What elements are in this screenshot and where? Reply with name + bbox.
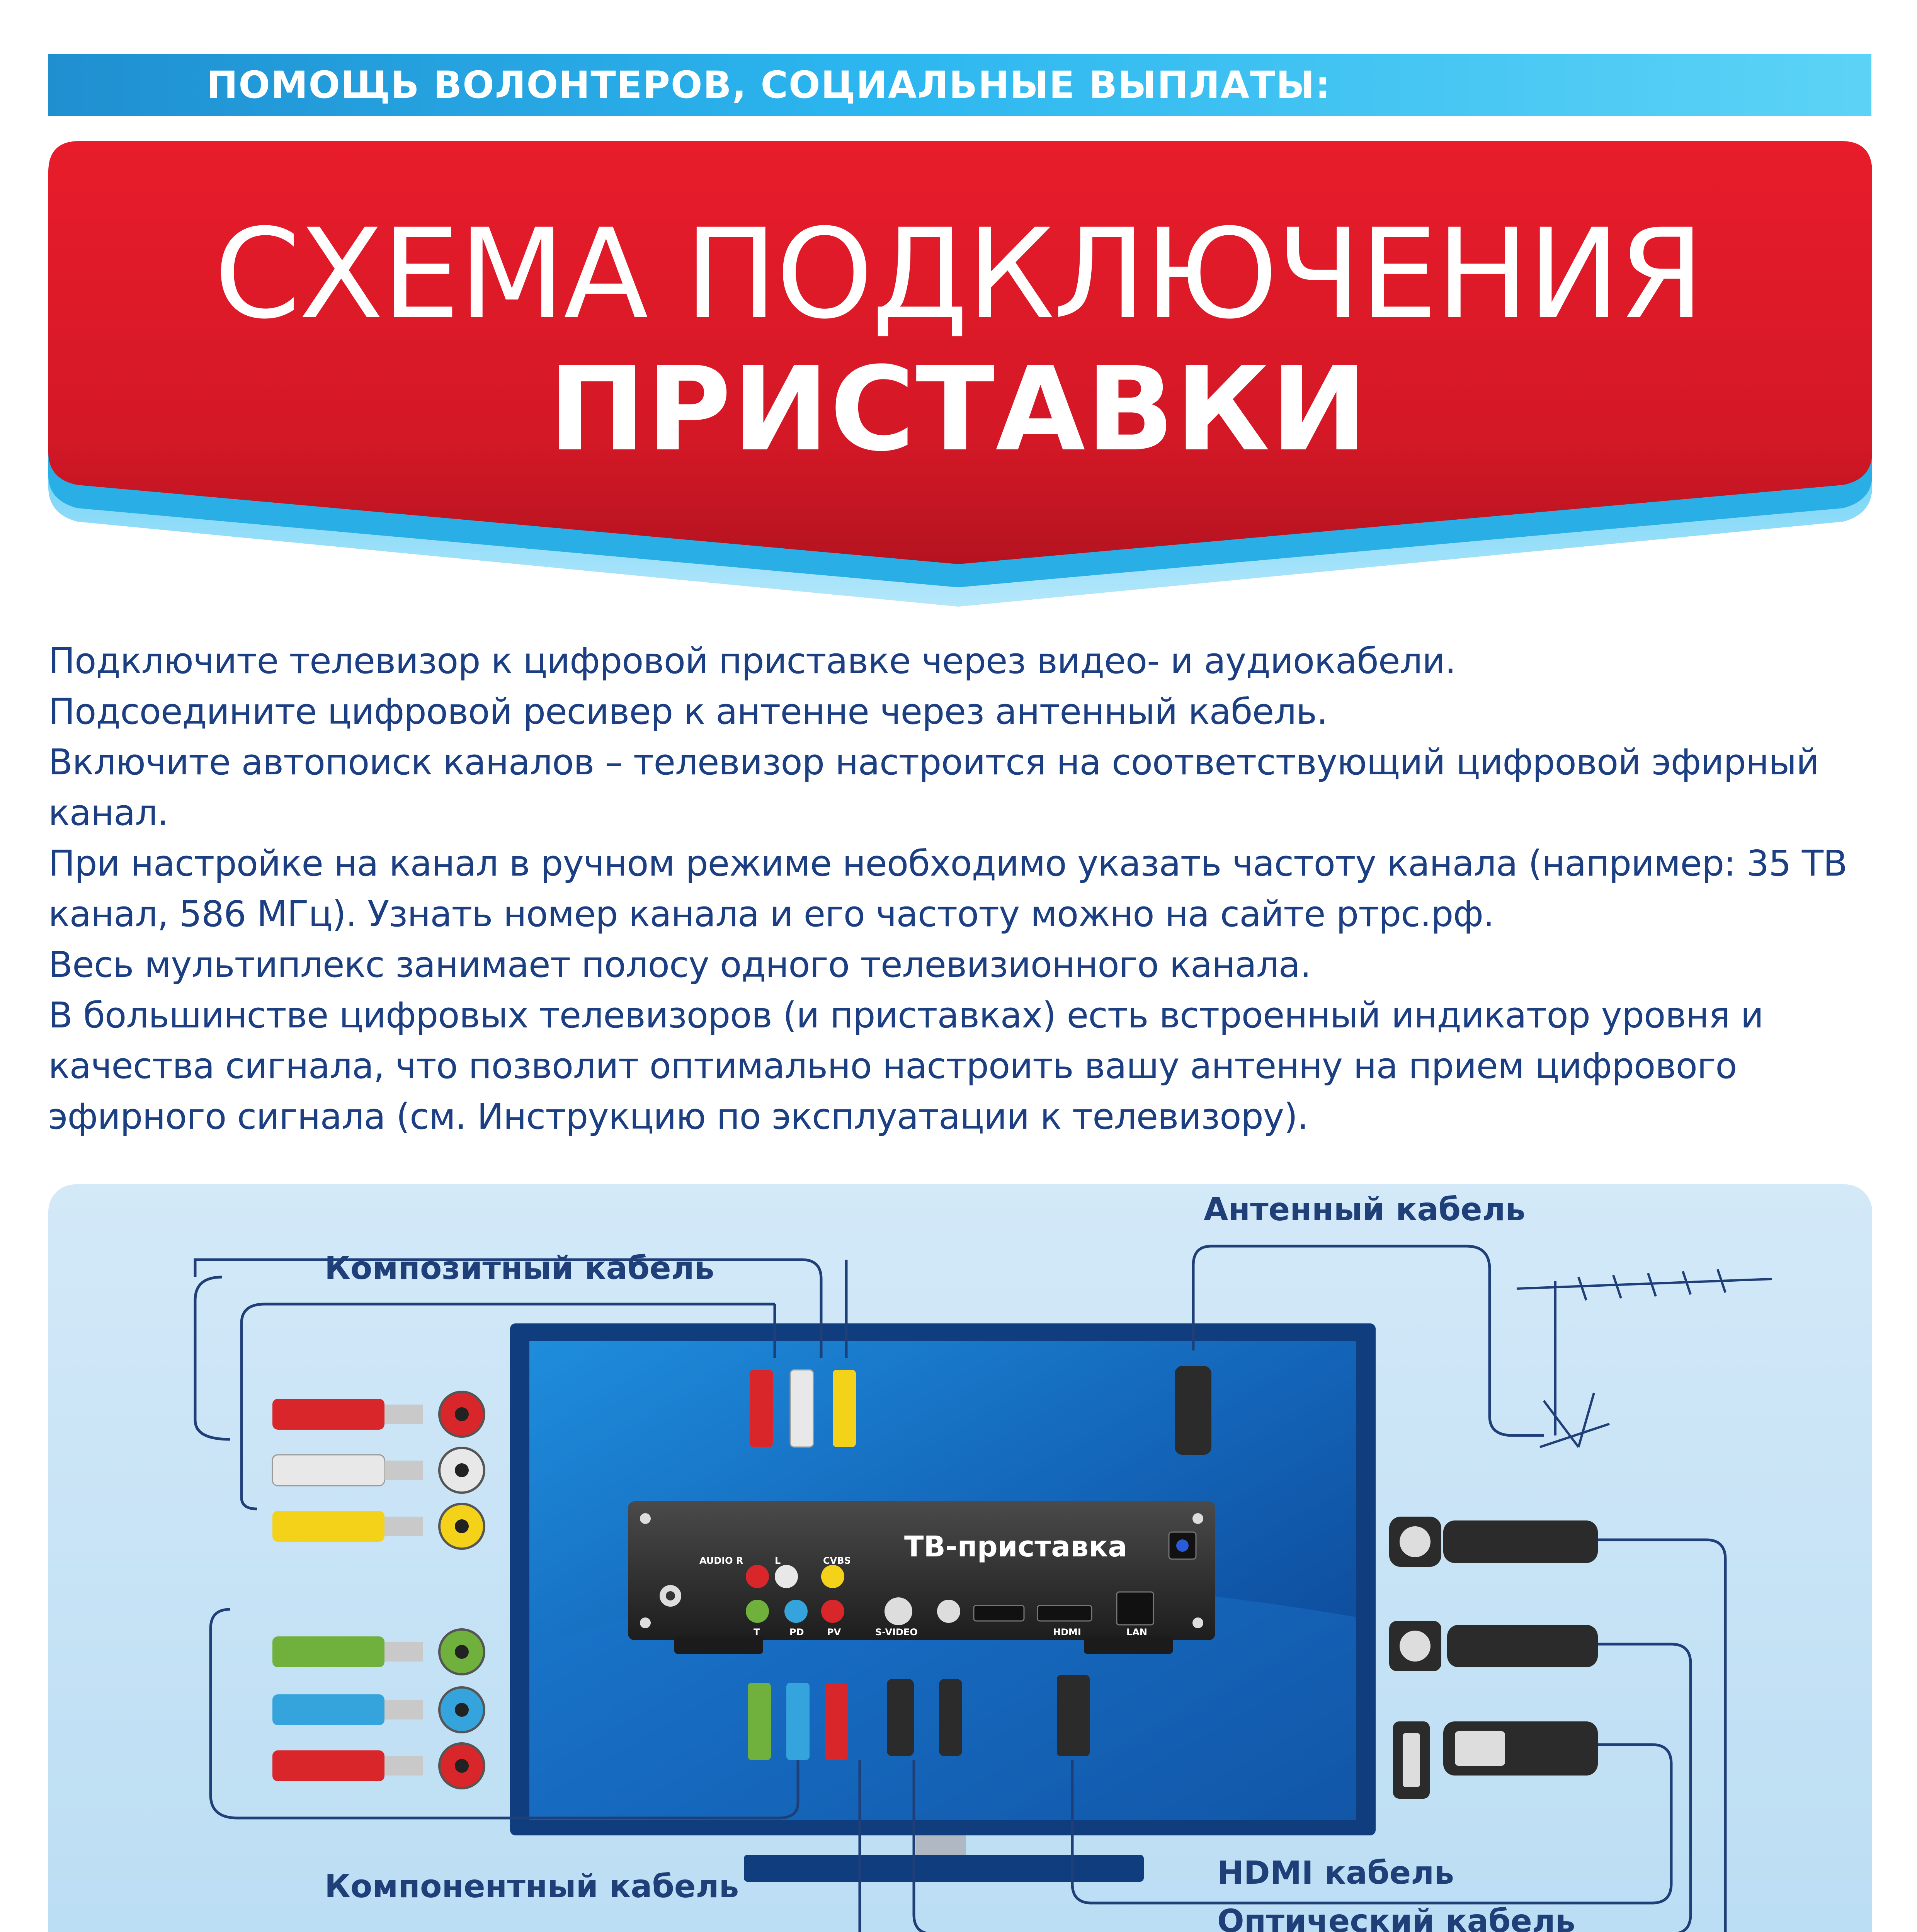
intro-paragraph: Включите автопоиск каналов – телевизор настроится на соответствующий цифровой эфирный канал. (48, 742, 1819, 833)
antenna-cable-label: Антенный кабель (1204, 1191, 1526, 1228)
port-label-lan: LAN (1126, 1627, 1147, 1638)
port-label-t: T (754, 1627, 760, 1638)
hdmi-cable-label: HDMI кабель (1217, 1855, 1454, 1891)
port-label-cvbs: CVBS (823, 1555, 851, 1566)
port-label-hdmi: HDMI (1053, 1627, 1081, 1638)
intro-paragraph: Подключите телевизор к цифровой приставке через видео- и аудиокабели. (48, 640, 1456, 682)
rca-plugs-component-icon (272, 1629, 484, 1788)
rca-plugs-composite-icon (272, 1392, 484, 1549)
title-line-1: СХЕМА ПОДКЛЮЧЕНИЯ (214, 202, 1703, 346)
antenna-icon (1517, 1269, 1772, 1447)
port-label-pd: PD (789, 1627, 804, 1638)
optical-cable-label: Оптический кабель (1217, 1903, 1575, 1932)
top-info-bar-text: ПОМОЩЬ ВОЛОНТЕРОВ, СОЦИАЛЬНЫЕ ВЫПЛАТЫ: (207, 63, 1331, 107)
connection-diagram (48, 1184, 1872, 1932)
right-connectors-icon (1389, 1517, 1598, 1799)
port-label-audio-r: AUDIO R (699, 1555, 743, 1566)
composite-cable-label: Композитный кабель (325, 1250, 714, 1287)
intro-paragraph: При настройке на канал в ручном режиме необходимо указать частоту канала (например: 35 ТВ канал, 586 МГц). Узнать номер канала и его частоту можно на сайте ртрс.рф. (48, 843, 1847, 935)
intro-text (48, 636, 1872, 1142)
set-top-box-title: ТВ-приставка (904, 1530, 1128, 1563)
intro-paragraph: В большинстве цифровых телевизоров (и приставках) есть встроенный индикатор уровня и качества сигнала, что позволит оптимально настроить вашу антенну на прием цифрового эфирного сигнала (см. Инструкцию по эксплуатации к телевизору). (48, 995, 1764, 1137)
intro-paragraph: Подсоедините цифровой ресивер к антенне через антенный кабель. (48, 691, 1328, 732)
component-cable-label: Компонентный кабель (325, 1868, 739, 1905)
port-label-pv: PV (827, 1627, 841, 1638)
port-label-svideo: S-VIDEO (875, 1627, 918, 1638)
intro-paragraph: Весь мультиплекс занимает полосу одного телевизионного канала. (48, 944, 1311, 985)
port-label-l: L (775, 1555, 781, 1566)
title-line-2: ПРИСТАВКИ (548, 342, 1369, 477)
